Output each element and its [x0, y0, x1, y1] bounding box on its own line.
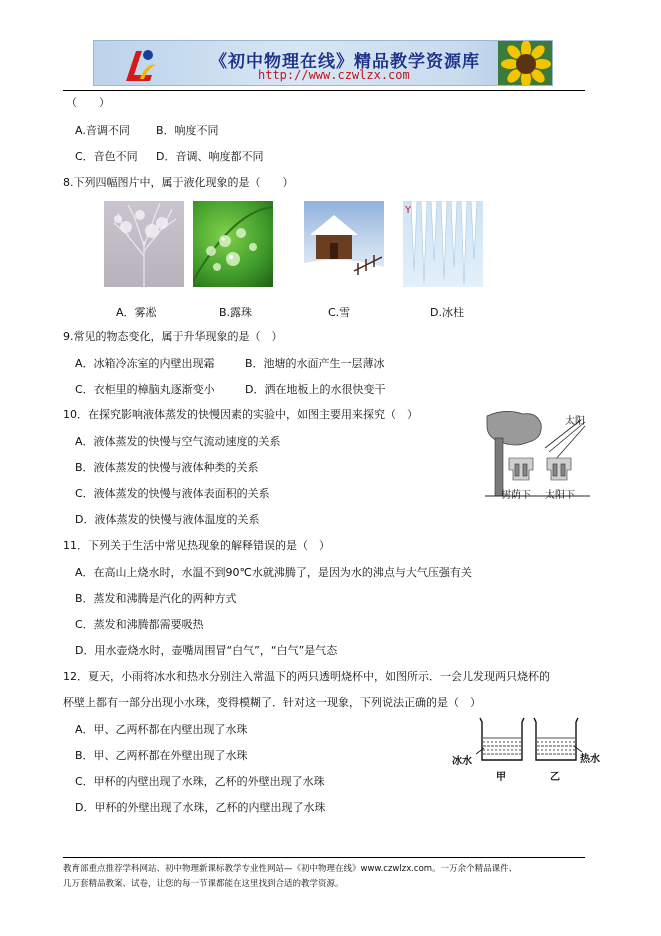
photo-dewdrops: [193, 201, 273, 287]
q12-hot-water-label: 热水: [580, 754, 600, 765]
q10-option-d: D．液体蒸发的快慢与液体温度的关系: [75, 513, 260, 526]
q11-option-a: A．在高山上烧水时，水温不到90℃水就沸腾了，是因为水的沸点与大气压强有关: [75, 566, 472, 579]
banner-title: 《初中物理在线》精品教学资源库: [210, 52, 480, 72]
footer-divider: [63, 857, 585, 858]
q11-option-d: D．用水壶烧水时，壶嘴周围冒“白气”，“白气”是气态: [75, 644, 338, 657]
q12-ice-water-label: 冰水: [452, 756, 472, 767]
q12-cup-b-label: 乙: [550, 772, 560, 783]
q10-option-c: C．液体蒸发的快慢与液体表面积的关系: [75, 487, 270, 500]
q12-option-a: A．甲、乙两杯都在内壁出现了水珠: [75, 723, 248, 736]
q9-option-c: C．衣柜里的樟脑丸逐渐变小: [75, 383, 215, 396]
header-divider: [63, 90, 585, 91]
photo-rime: [104, 201, 184, 287]
q8-caption-c: C.雪: [328, 306, 351, 319]
photo-snow: [304, 201, 384, 287]
q8-caption-b: B.露珠: [219, 306, 253, 319]
q11-option-c: C．蒸发和沸腾都需要吸热: [75, 618, 204, 631]
q10-stem: 10．在探究影响液体蒸发的快慢因素的实验中，如图主要用来探究（ ）: [63, 408, 418, 421]
q7-option-d: D．音调、响度都不同: [156, 150, 264, 163]
q10-sunlight-label: 太阳下: [545, 490, 575, 501]
svg-text:Y: Y: [405, 205, 412, 216]
q9-stem: 9.常见的物态变化，属于升华现象的是（ ）: [63, 330, 283, 343]
q11-option-b: B．蒸发和沸腾是汽化的两种方式: [75, 592, 237, 605]
q9-option-d: D．洒在地板上的水很快变干: [245, 383, 386, 396]
q7-option-c: C．音色不同: [75, 150, 138, 163]
q7-bracket: （ ）: [66, 96, 110, 109]
sunflower-icon: [498, 41, 553, 86]
q10-option-a: A．液体蒸发的快慢与空气流动速度的关系: [75, 435, 281, 448]
photo-icicles: [403, 201, 483, 287]
q8-stem: 8.下列四幅图片中，属于液化现象的是（ ）: [63, 176, 294, 189]
q12-figure: [452, 716, 612, 786]
q8-caption-d: D.冰柱: [430, 306, 464, 319]
q9-option-a: A．冰箱冷冻室的内壁出现霜: [75, 357, 215, 370]
q10-option-b: B．液体蒸发的快慢与液体种类的关系: [75, 461, 259, 474]
banner-url[interactable]: http://www.czwlzx.com: [258, 68, 410, 82]
q10-shade-label: 树荫下: [501, 490, 531, 501]
q12-option-d: D．甲杯的外壁出现了水珠，乙杯的内壁出现了水珠: [75, 801, 326, 814]
header-banner: [93, 40, 553, 86]
q12-option-b: B．甲、乙两杯都在外壁出现了水珠: [75, 749, 248, 762]
q12-cup-a-label: 甲: [496, 772, 506, 783]
q9-option-b: B．池塘的水面产生一层薄冰: [245, 357, 385, 370]
q12-stem-line1: 12．夏天，小雨将冰水和热水分别注入常温下的两只透明烧杯中，如图所示．一会儿发现两只烧杯的: [63, 670, 550, 683]
q7-option-b: B．响度不同: [156, 124, 219, 137]
q12-stem-line2: 杯壁上都有一部分出现小水珠，变得模糊了．针对这一现象，下列说法正确的是（ ）: [63, 696, 481, 709]
footer-line-2: 几万套精品教案、试卷，让您的每一节课都能在这里找到合适的教学资源。: [63, 879, 344, 889]
q7-option-a: A.音调不同: [75, 124, 130, 137]
footer-line-1: 教育部重点推荐学科网站、初中物理新课标教学专业性网站—《初中物理在线》www.czwlzx.com。一万余个精品课件、: [63, 864, 518, 874]
q11-stem: 11．下列关于生活中常见热现象的解释错误的是（ ）: [63, 539, 330, 552]
q10-figure: [485, 408, 590, 500]
site-logo-icon: [122, 45, 158, 83]
q12-option-c: C．甲杯的内壁出现了水珠，乙杯的外壁出现了水珠: [75, 775, 325, 788]
q10-sun-label: 太阳: [565, 416, 585, 427]
q8-caption-a: A．雾凇: [116, 306, 157, 319]
